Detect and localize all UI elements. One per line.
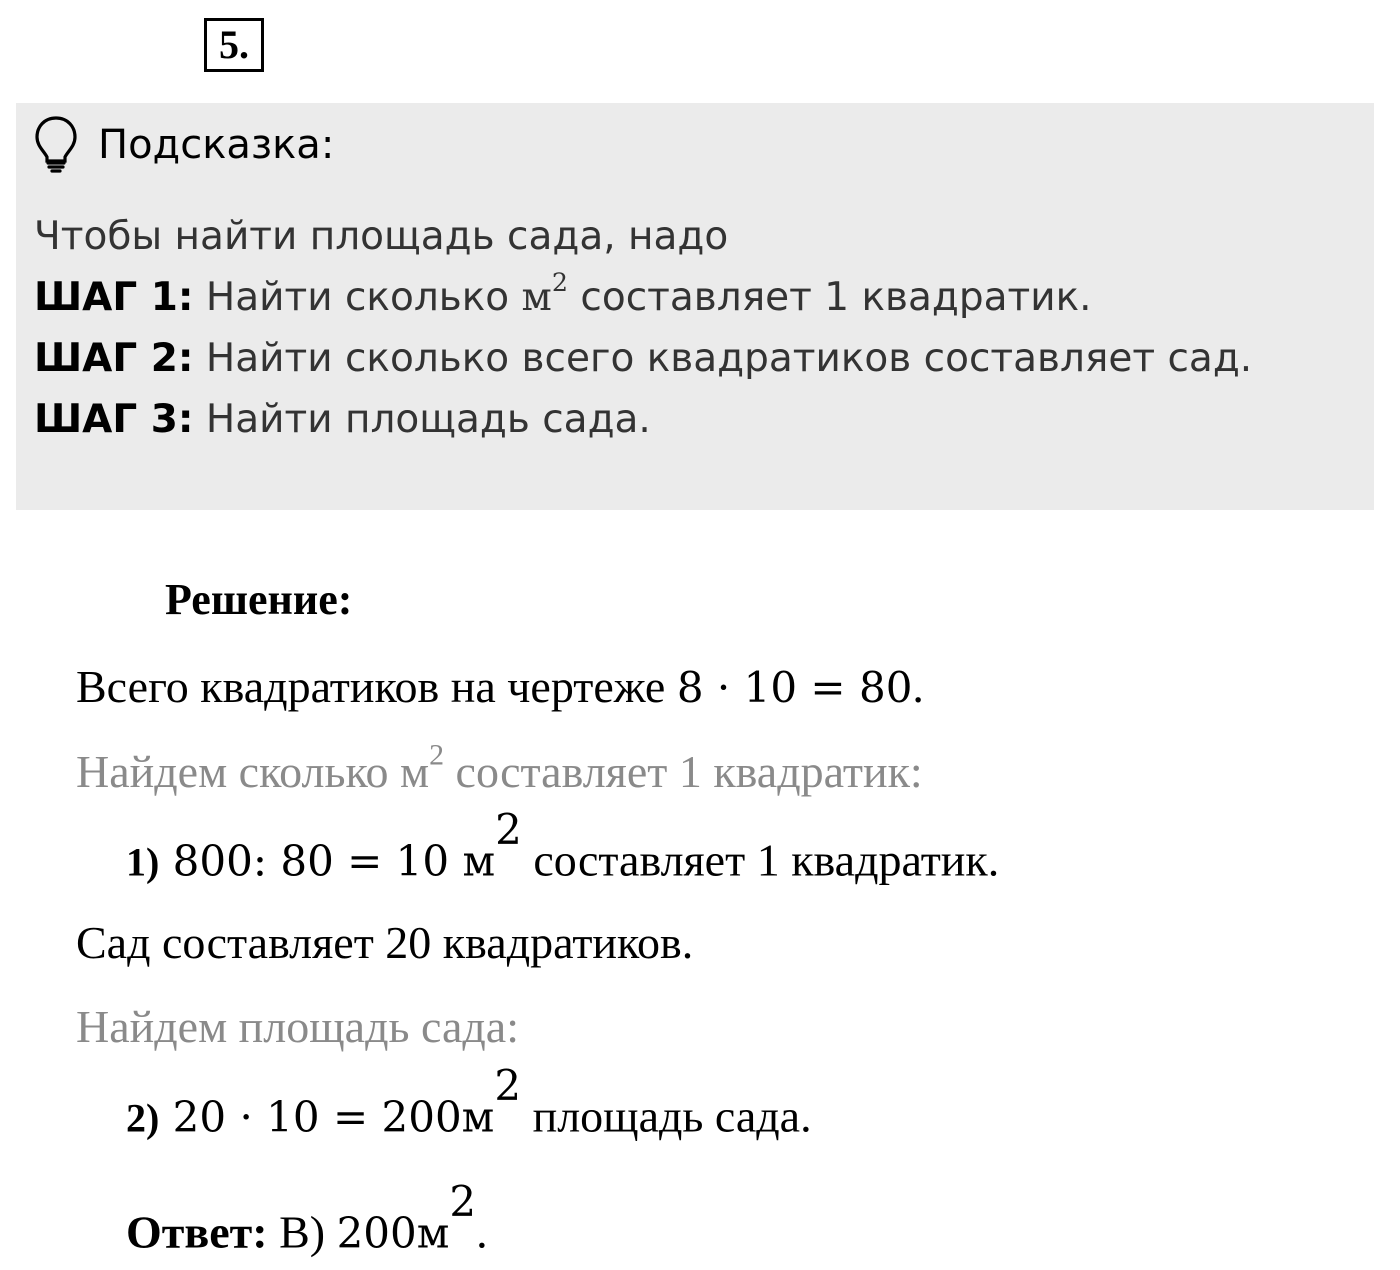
hint-step-3: [34, 389, 1252, 450]
step-1-text-before: Найти сколько: [193, 275, 522, 320]
step-2-expression: 20 · 10 = 200м: [159, 1092, 495, 1142]
lightbulb-icon: [34, 115, 78, 175]
hint-text: [34, 206, 1252, 450]
hint-intro: Чтобы найти площадь сада, надо: [34, 214, 729, 259]
step-1-unit: м: [521, 275, 552, 320]
hint-step-1: [34, 267, 1252, 328]
solution-step-1: 1) 800: 80 = 10 $м^2$ составляет 1 квадратик.: [126, 805, 1000, 886]
solution-line-total: Всего квадратиков на чертеже 8 · 10 = 80.: [76, 661, 924, 712]
total-squares-expression: 8 · 10 = 80: [676, 663, 913, 712]
step-1-label: ШАГ 1:: [34, 275, 194, 320]
hint-box: [16, 103, 1374, 510]
step-2-number: 2): [126, 1095, 160, 1141]
solution-line-garden-squares: Сад составляет 20 квадратиков.: [76, 917, 694, 968]
step-2-text: Найти сколько всего квадратиков составляет сад.: [193, 336, 1253, 381]
hint-header: [34, 115, 334, 175]
step-1-expression: 800: 80 = 10 м: [159, 836, 496, 886]
solution-step-2: 2) $20 \cdot 10 = 200м^2$ площадь сада.: [126, 1061, 812, 1142]
answer-line: Ответ: В) $200м^2$.: [126, 1177, 488, 1258]
step-2-label: ШАГ 2:: [34, 336, 194, 381]
step-1-text-after: составляет 1 квадратик.: [568, 275, 1092, 320]
answer-label: Ответ:: [126, 1206, 268, 1258]
step-3-label: ШАГ 3:: [34, 397, 194, 442]
solution-line-find-area: Найдем площадь сада:: [76, 1001, 519, 1052]
answer-value: 200м: [336, 1208, 450, 1258]
solution-line-find-unit: Найдем сколько $м^2$ составляет 1 квадратик:: [76, 738, 923, 797]
hint-step-2: [34, 328, 1252, 389]
step-1-sup: 2: [551, 267, 569, 297]
step-3-text: Найти площадь сада.: [193, 397, 651, 442]
task-number-badge: 5.: [204, 18, 264, 72]
hint-title: Подсказка:: [98, 122, 335, 168]
step-1-number: 1): [126, 839, 160, 885]
solution-heading: Решение:: [165, 575, 353, 624]
